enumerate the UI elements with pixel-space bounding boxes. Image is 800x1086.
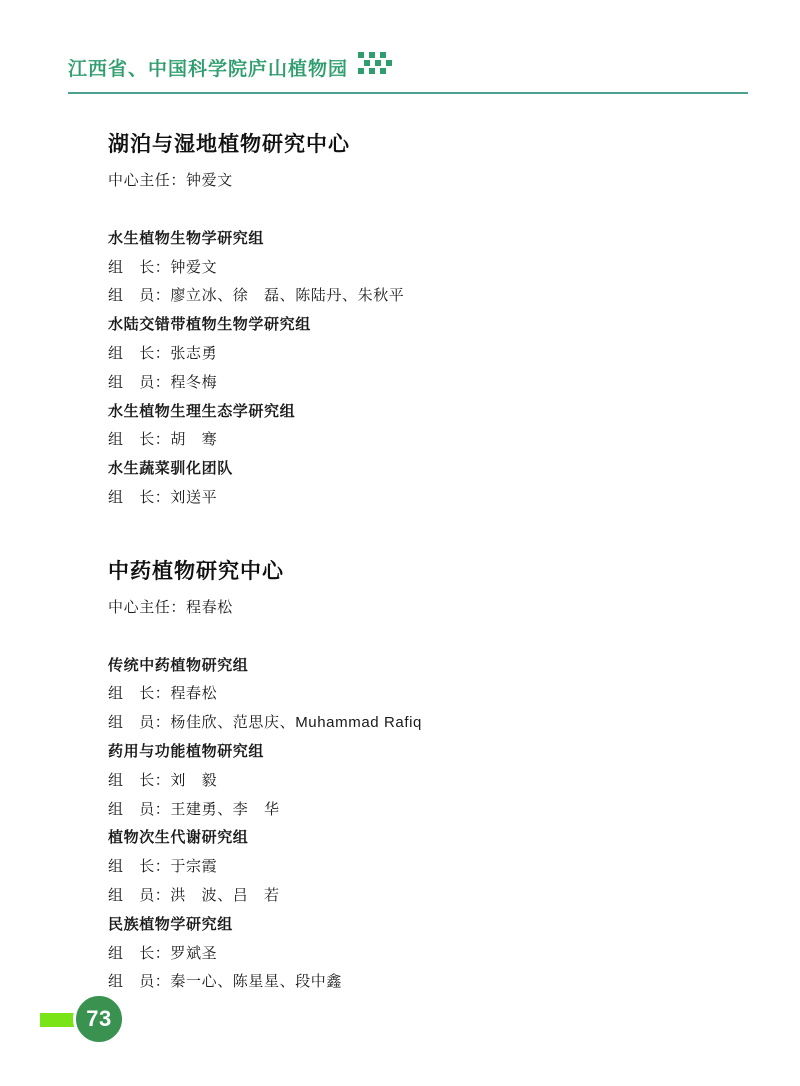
group-title: 水生植物生物学研究组 [108,229,265,247]
organization-name: 江西省、中国科学院庐山植物园 [68,59,349,80]
group-leader-line: 组 长：程春松 [108,685,218,703]
group-title: 水生蔬菜驯化团队 [108,460,233,478]
research-center-section [108,128,748,513]
group-members-line: 组 员：程冬梅 [108,373,218,391]
page-header [68,52,392,83]
group-leader-line: 组 长：刘送平 [108,488,218,506]
group-leader-line: 组 长：罗斌圣 [108,944,218,962]
header-divider-rule [68,92,748,94]
group-leader-line: 组 长：刘 毅 [108,771,218,789]
section-title: 中药植物研究中心 [108,559,284,583]
director-line: 中心主任：钟爱文 [108,172,233,189]
page-number-badge [73,993,125,1045]
group-members-line: 组 员：洪 波、吕 若 [108,886,280,904]
group-title: 传统中药植物研究组 [108,656,249,674]
group-leader-line: 组 长：于宗霞 [108,858,218,876]
director-line: 中心主任：程春松 [108,598,233,616]
group-title: 水陆交错带植物生物学研究组 [108,316,311,334]
group-members-line: 组 员：杨佳欣、范思庆、Muhammad Rafiq [108,714,422,732]
pixel-chevron-icon [358,52,392,83]
group-leader-line: 组 长：胡 骞 [108,431,218,449]
section-title: 湖泊与湿地植物研究中心 [108,133,350,156]
group-members-line: 组 员：廖立冰、徐 磊、陈陆丹、朱秋平 [108,287,405,305]
content [108,128,748,997]
group-members-line: 组 员：秦一心、陈星星、段中鑫 [108,973,343,991]
group-title: 植物次生代谢研究组 [108,829,249,847]
group-title: 民族植物学研究组 [108,915,233,933]
page-number: 73 [86,1006,112,1031]
group-title: 水生植物生理生态学研究组 [108,402,296,420]
group-leader-line: 组 长：张志勇 [108,344,218,362]
research-center-section [108,555,748,997]
group-leader-line: 组 长：钟爱文 [108,258,218,276]
group-title: 药用与功能植物研究组 [108,742,265,760]
group-members-line: 组 员：王建勇、李 华 [108,800,280,818]
